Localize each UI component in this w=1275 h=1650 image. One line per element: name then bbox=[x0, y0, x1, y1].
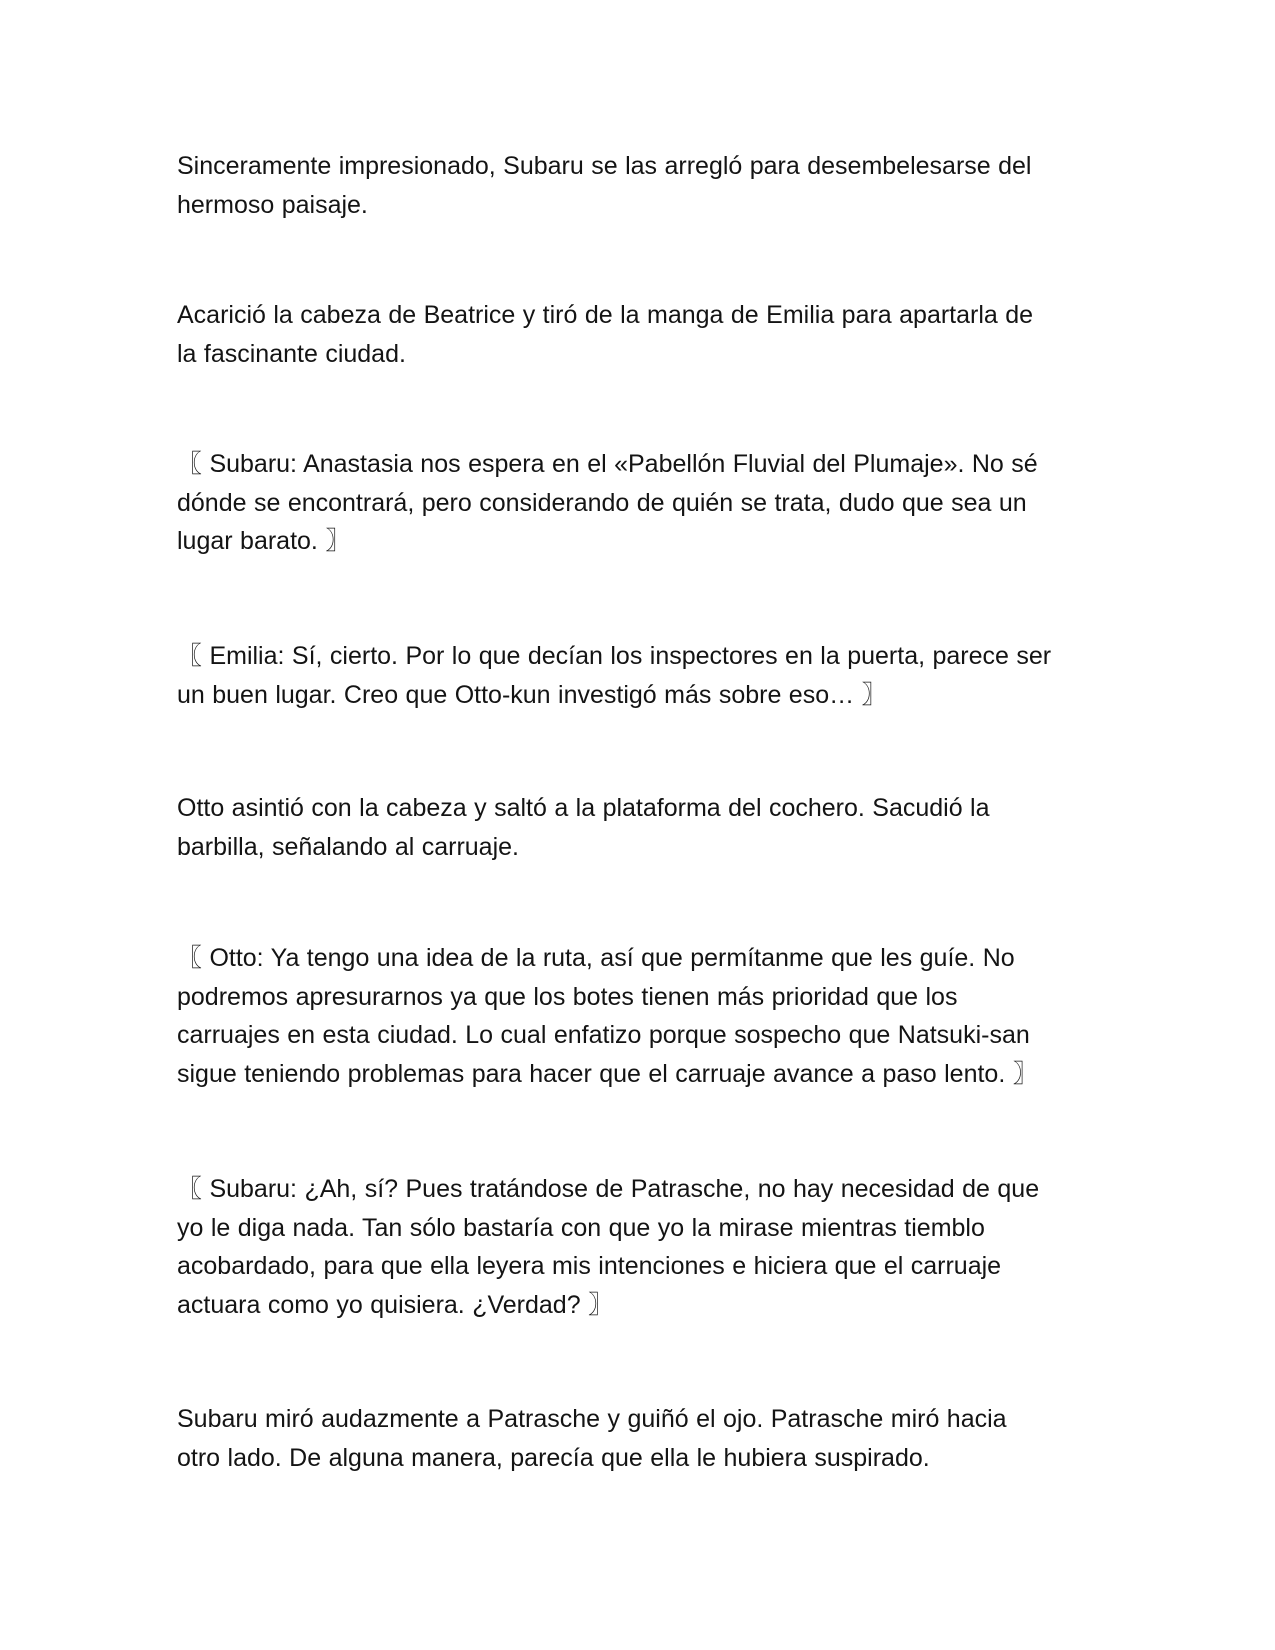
text-line: 〖 Otto: Ya tengo una idea de la ruta, así que permítanme que les guíe. No bbox=[177, 944, 1015, 972]
paragraph-narration bbox=[177, 789, 1107, 866]
text-line: Sinceramente impresionado, Subaru se las arregló para desembelesarse del bbox=[177, 152, 1032, 180]
text-line: 〖 Subaru: Anastasia nos espera en el «Pabellón Fluvial del Plumaje». No sé bbox=[177, 450, 1038, 478]
paragraph-dialogue-subaru bbox=[177, 445, 1107, 561]
text-line: la fascinante ciudad. bbox=[177, 339, 406, 368]
paragraph-narration bbox=[177, 147, 1107, 224]
text-line: Subaru miró audazmente a Patrasche y guiñó el ojo. Patrasche miró hacia bbox=[177, 1405, 1007, 1433]
paragraph-dialogue-subaru bbox=[177, 1170, 1107, 1324]
text-line: carruajes en esta ciudad. Lo cual enfatizo porque sospecho que Natsuki-san bbox=[177, 1021, 1030, 1049]
paragraph-dialogue-otto bbox=[177, 939, 1107, 1093]
text-line: Acarició la cabeza de Beatrice y tiró de la manga de Emilia para apartarla de bbox=[177, 301, 1034, 329]
text-line: yo le diga nada. Tan sólo bastaría con que yo la mirase mientras tiemblo bbox=[177, 1213, 985, 1242]
text-line: 〖 Emilia: Sí, cierto. Por lo que decían los inspectores en la puerta, parece ser bbox=[177, 642, 1052, 670]
text-line: sigue teniendo problemas para hacer que el carruaje avance a paso lento. 〗 bbox=[177, 1059, 1038, 1088]
text-line: Otto asintió con la cabeza y saltó a la plataforma del cochero. Sacudió la bbox=[177, 794, 990, 822]
text-line: otro lado. De alguna manera, parecía que ella le hubiera suspirado. bbox=[177, 1443, 930, 1472]
text-line: 〖 Subaru: ¿Ah, sí? Pues tratándose de Patrasche, no hay necesidad de que bbox=[177, 1175, 1040, 1203]
text-line: podremos apresurarnos ya que los botes tienen más prioridad que los bbox=[177, 982, 958, 1011]
text-line: acobardado, para que ella leyera mis intenciones e hiciera que el carruaje bbox=[177, 1252, 1002, 1280]
text-line: hermoso paisaje. bbox=[177, 190, 368, 219]
text-line: dónde se encontrará, pero considerando de quién se trata, dudo que sea un bbox=[177, 488, 1027, 517]
paragraph-narration bbox=[177, 296, 1107, 373]
text-line: barbilla, señalando al carruaje. bbox=[177, 832, 519, 861]
text-line: un buen lugar. Creo que Otto-kun investigó más sobre eso… 〗 bbox=[177, 680, 887, 709]
text-line: lugar barato. 〗 bbox=[177, 527, 351, 555]
paragraph-dialogue-emilia bbox=[177, 637, 1107, 714]
text-line: actuara como yo quisiera. ¿Verdad? 〗 bbox=[177, 1290, 614, 1319]
paragraph-narration bbox=[177, 1400, 1107, 1477]
